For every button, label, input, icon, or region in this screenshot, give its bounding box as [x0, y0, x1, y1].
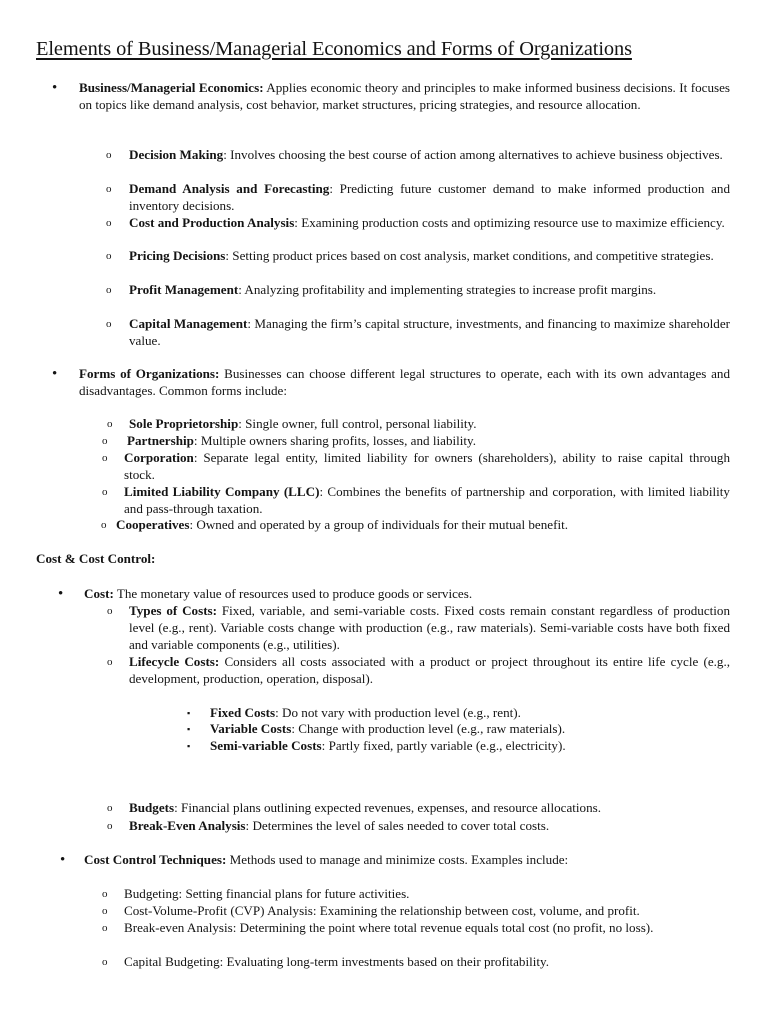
square-marker: ▪ [187, 708, 191, 718]
item-text: : Analyzing profitability and implementing strategies to increase profit margins. [238, 282, 657, 297]
circle-marker: o [107, 605, 113, 617]
item-term: Fixed Costs [210, 705, 276, 720]
list-item [129, 215, 730, 232]
circle-marker: o [102, 888, 108, 900]
square-marker: ▪ [187, 724, 191, 734]
bullet-marker: • [52, 80, 58, 96]
circle-marker: o [107, 656, 113, 668]
item-text: : Involves choosing the best course of action among alternatives to achieve business objectives. [223, 147, 723, 162]
list-item [129, 800, 730, 817]
circle-marker: o [102, 956, 108, 968]
item-text: : Predicting future customer demand to make informed production and inventory decisions. [129, 181, 730, 213]
item-term: Budgets [129, 800, 175, 815]
cost-control-paragraph [84, 852, 730, 869]
circle-marker: o [106, 284, 112, 296]
circle-marker: o [102, 452, 108, 464]
item-text: : Managing the firm’s capital structure, investments, and financing to maximize shareholder value. [129, 316, 730, 348]
page-title: Elements of Business/Managerial Economics and Forms of Organizations [36, 38, 632, 60]
list-item [129, 181, 730, 215]
item-text: : Owned and operated by a group of individuals for their mutual benefit. [189, 517, 568, 532]
item-text: : Combines the benefits of partnership and corporation, with limited liability and pass-through taxation. [124, 484, 730, 516]
item-text: : Do not vary with production level (e.g., rent). [275, 705, 521, 720]
circle-marker: o [102, 922, 108, 934]
item-text: : Separate legal entity, limited liability for owners (shareholders), ability to raise capital through stock. [124, 450, 730, 482]
list-item: Capital Budgeting: Evaluating long-term investments based on their profitability. [124, 954, 549, 969]
circle-marker: o [102, 435, 108, 447]
item-term: Capital Management [129, 316, 248, 331]
circle-marker: o [106, 149, 112, 161]
list-item [124, 484, 730, 518]
list-item [129, 248, 730, 265]
list-item [116, 517, 730, 534]
item-text: : Determines the level of sales needed to cover total costs. [245, 818, 550, 833]
list-item [129, 416, 730, 433]
item-text: Fixed, variable, and semi-variable costs. Fixed costs remain constant regardless of production level (e.g., rent). Variable costs change with production (e.g., raw materials). Semi-variable costs have both fixed and variable components (e.g., utilities). [129, 603, 731, 652]
item-term: Decision Making [129, 147, 224, 162]
list-item: Break-even Analysis: Determining the point where total revenue equals total cost (no profit, no loss). [124, 920, 654, 935]
section-heading: Cost & Cost Control: [36, 551, 156, 566]
cost-paragraph [84, 586, 730, 603]
bullet-marker: • [52, 366, 58, 382]
square-marker: ▪ [187, 741, 191, 751]
item-text: : Partly fixed, partly variable (e.g., electricity). [321, 738, 566, 753]
circle-marker: o [107, 418, 113, 430]
item-term: Semi-variable Costs [210, 738, 322, 753]
item-term: Pricing Decisions [129, 248, 226, 263]
list-item [129, 147, 730, 164]
item-text: : Setting product prices based on cost analysis, market conditions, and competitive strategies. [225, 248, 714, 263]
business-economics-paragraph [79, 80, 730, 114]
item-term: Break-Even Analysis [129, 818, 246, 833]
item-term: Demand Analysis and Forecasting [129, 181, 330, 196]
paragraph-text: Businesses can choose different legal structures to operate, each with its own advantages and disadvantages. Common forms include: [79, 366, 730, 398]
list-item [129, 818, 730, 835]
paragraph-text: The monetary value of resources used to produce goods or services. [113, 586, 473, 601]
item-text: Considers all costs associated with a product or project throughout its entire life cycle (e.g., development, production, operation, disposal). [129, 654, 730, 686]
circle-marker: o [106, 318, 112, 330]
circle-marker: o [106, 250, 112, 262]
list-item [210, 738, 730, 755]
term-label: Cost Control Techniques: [84, 852, 227, 867]
list-item [129, 603, 730, 653]
item-term: Partnership [127, 433, 194, 448]
item-text: : Financial plans outlining expected revenues, expenses, and resource allocations. [174, 800, 601, 815]
paragraph-text: Methods used to manage and minimize costs. Examples include: [226, 852, 569, 867]
item-term: Corporation [124, 450, 194, 465]
term-label: Business/Managerial Economics: [79, 80, 264, 95]
item-term: Limited Liability Company (LLC) [124, 484, 320, 499]
circle-marker: o [107, 820, 113, 832]
bullet-marker: • [58, 586, 64, 602]
item-term: Lifecycle Costs: [129, 654, 220, 669]
item-term: Profit Management [129, 282, 239, 297]
item-text: : Multiple owners sharing profits, losses, and liability. [193, 433, 477, 448]
item-term: Variable Costs [210, 721, 292, 736]
circle-marker: o [107, 802, 113, 814]
bullet-marker: • [60, 852, 66, 868]
list-item [129, 316, 730, 350]
list-item: Cost-Volume-Profit (CVP) Analysis: Examining the relationship between cost, volume, and profit. [124, 903, 640, 918]
list-item [210, 705, 730, 722]
term-label: Forms of Organizations: [79, 366, 220, 381]
list-item [210, 721, 730, 738]
list-item [129, 282, 730, 299]
circle-marker: o [102, 486, 108, 498]
item-term: Types of Costs: [129, 603, 218, 618]
list-item [129, 654, 730, 688]
item-text: : Change with production level (e.g., raw materials). [291, 721, 566, 736]
paragraph-text: Applies economic theory and principles to make informed business decisions. It focuses on topics like demand analysis, cost behavior, market structures, pricing strategies, and resource allocation. [79, 80, 730, 112]
list-item [124, 450, 730, 484]
list-item: Budgeting: Setting financial plans for future activities. [124, 886, 410, 901]
item-text: : Examining production costs and optimizing resource use to maximize efficiency. [294, 215, 725, 230]
circle-marker: o [101, 519, 107, 531]
item-term: Cost and Production Analysis [129, 215, 295, 230]
item-term: Sole Proprietorship [129, 416, 239, 431]
forms-of-organizations-paragraph [79, 366, 730, 400]
list-item [127, 433, 730, 450]
circle-marker: o [102, 905, 108, 917]
item-term: Cooperatives [116, 517, 190, 532]
term-label: Cost: [84, 586, 114, 601]
item-text: : Single owner, full control, personal liability. [238, 416, 477, 431]
circle-marker: o [106, 217, 112, 229]
circle-marker: o [106, 183, 112, 195]
